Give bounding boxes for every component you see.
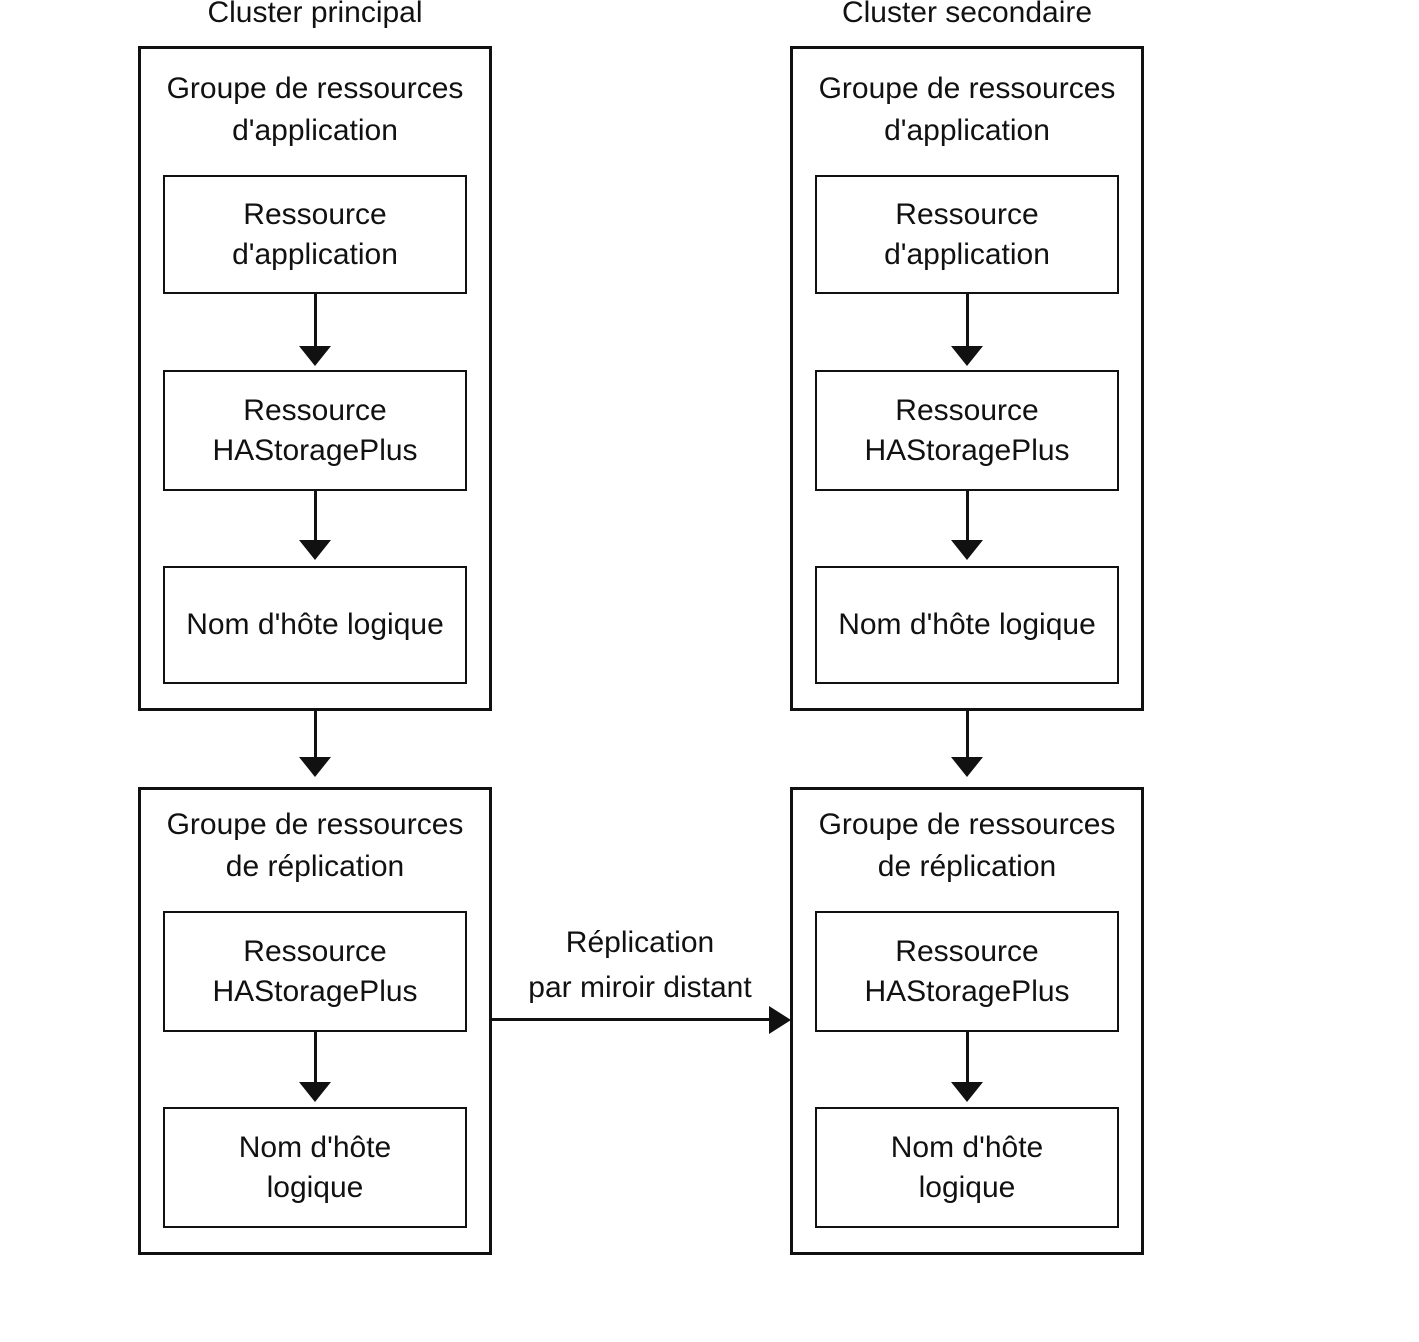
- down-arrow-stem: [314, 1032, 317, 1084]
- down-arrow-stem: [314, 491, 317, 541]
- hastorageplus-resource-box: [163, 370, 467, 491]
- down-arrow-stem: [966, 711, 969, 758]
- logical-hostname-box: [815, 566, 1119, 684]
- group-label-line: Groupe de ressources: [818, 808, 1116, 841]
- box-label-line: logique: [918, 1170, 1016, 1204]
- down-arrow-head: [299, 346, 331, 366]
- box-label-line: HAStoragePlus: [864, 433, 1070, 467]
- box-label-line: HAStoragePlus: [212, 433, 418, 467]
- group-label-line: d'application: [884, 114, 1050, 147]
- box-label-line: Nom d'hôte logique: [838, 608, 1096, 641]
- logical-hostname-box: [163, 1107, 467, 1228]
- replication-label-line: par miroir distant: [528, 971, 752, 1004]
- down-arrow-head: [299, 757, 331, 777]
- down-arrow-head: [951, 346, 983, 366]
- down-arrow-head: [299, 1082, 331, 1102]
- hastorageplus-resource-box: [815, 911, 1119, 1032]
- down-arrow-stem: [966, 294, 969, 347]
- box-label-line: Ressource: [895, 197, 1039, 231]
- group-label-line: de réplication: [877, 850, 1057, 883]
- box-label-line: Nom d'hôte: [238, 1130, 392, 1164]
- down-arrow-stem: [966, 1032, 969, 1084]
- box-label-line: d'application: [232, 237, 398, 271]
- box-label-line: Ressource: [895, 934, 1039, 968]
- box-label-line: Ressource: [243, 934, 387, 968]
- replication-arrow-label: [465, 920, 815, 1010]
- box-label-line: d'application: [884, 237, 1050, 271]
- group-label-line: de réplication: [225, 850, 405, 883]
- replication-resource-group-label: [138, 804, 492, 888]
- down-arrow-stem: [314, 294, 317, 347]
- down-arrow-stem: [314, 711, 317, 758]
- group-label-line: Groupe de ressources: [166, 808, 464, 841]
- hastorageplus-resource-box: [163, 911, 467, 1032]
- group-label-line: d'application: [232, 114, 398, 147]
- group-label-line: Groupe de ressources: [818, 72, 1116, 105]
- group-label-line: Groupe de ressources: [166, 72, 464, 105]
- right-arrow-head: [769, 1006, 791, 1034]
- application-resource-group-label: [138, 68, 492, 152]
- box-label-line: HAStoragePlus: [212, 974, 418, 1008]
- logical-hostname-box: [163, 566, 467, 684]
- down-arrow-stem: [966, 491, 969, 541]
- box-label-line: logique: [266, 1170, 364, 1204]
- box-label-line: HAStoragePlus: [864, 974, 1070, 1008]
- box-label-line: Ressource: [895, 393, 1039, 427]
- replication-label-line: Réplication: [565, 926, 715, 959]
- box-label-line: Nom d'hôte: [890, 1130, 1044, 1164]
- replication-resource-group-label: [790, 804, 1144, 888]
- application-resource-box: [163, 175, 467, 294]
- box-label-line: Nom d'hôte logique: [186, 608, 444, 641]
- logical-hostname-box: [815, 1107, 1119, 1228]
- down-arrow-head: [951, 757, 983, 777]
- box-label-line: Ressource: [243, 197, 387, 231]
- box-label-line: Ressource: [243, 393, 387, 427]
- application-resource-box: [815, 175, 1119, 294]
- cluster-title-secondaire: Cluster secondaire: [841, 0, 1093, 29]
- right-arrow-stem: [492, 1018, 769, 1021]
- cluster-title-principal: Cluster principal: [207, 0, 423, 29]
- down-arrow-head: [951, 1082, 983, 1102]
- down-arrow-head: [951, 540, 983, 560]
- down-arrow-head: [299, 540, 331, 560]
- hastorageplus-resource-box: [815, 370, 1119, 491]
- application-resource-group-label: [790, 68, 1144, 152]
